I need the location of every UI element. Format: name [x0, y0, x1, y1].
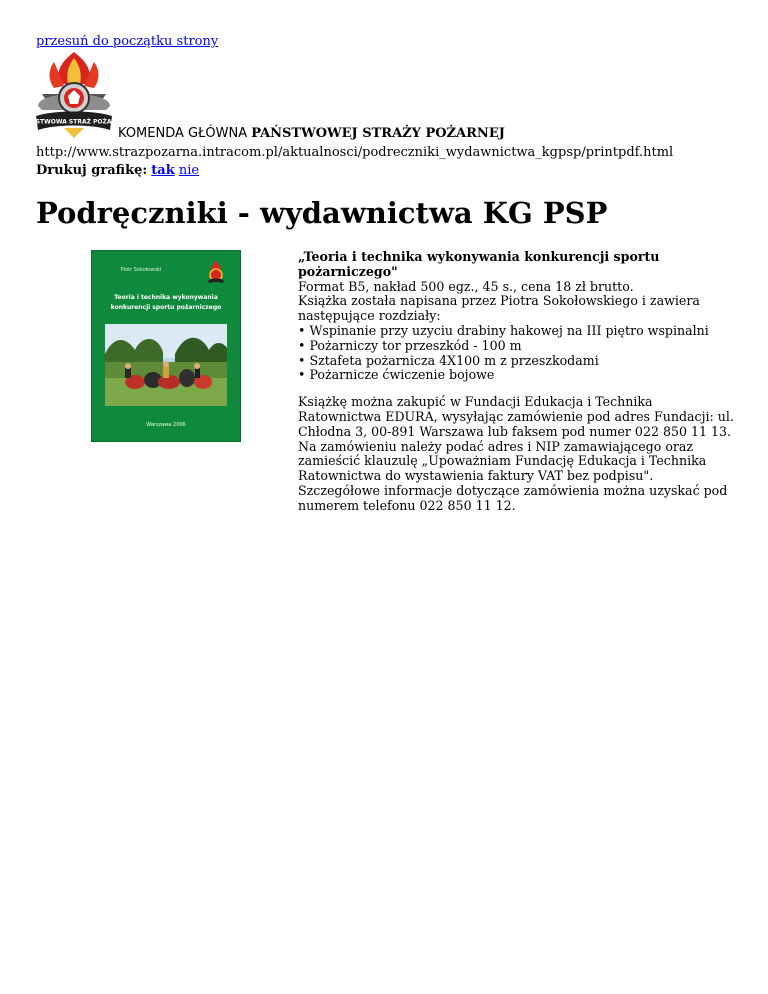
print-graphics-line	[36, 163, 199, 178]
print-no-link[interactable]: nie	[178, 163, 200, 178]
order-info: Książkę można zakupić w Fundacji Edukacja i Technika Ratownictwa EDURA, wysyłając zamówienie pod adres Fundacji: ul. Chłodna 3, 00-891 Warszawa lub faksem pod numer 022 850 11 13. Na zamówieniu należy podać adres i NIP zamawiającego oraz zamieścić klauzulę „Upoważniam Fundację Edukacja i Technika Ratownictwa do wystawienia faktury VAT bez podpisu". Szczegółowe informacje dotyczące zamówienia można uzyskać pod numerem telefonu 022 850 11 12.	[298, 394, 734, 513]
cover-badge-icon	[205, 260, 227, 284]
cover-title-line1: Teoria i technika wykonywania	[114, 294, 218, 301]
chapter-item: • Pożarniczy tor przeszkód - 100 m	[298, 339, 738, 354]
chapter-item: • Pożarnicze ćwiczenie bojowe	[298, 368, 738, 383]
cover-author: Piotr Sokołowski	[120, 267, 162, 273]
svg-text:PAŃSTWOWA STRAŻ POŻARNA: PAŃSTWOWA STRAŻ POŻARNA	[22, 118, 126, 126]
book-title: „Teoria i technika wykonywania konkurencji sportu pożarniczego"	[298, 249, 660, 279]
print-yes-link[interactable]: tak	[151, 163, 175, 178]
book-format: Format B5, nakład 500 egz., 45 s., cena 18 zł brutto.	[298, 278, 634, 294]
print-graphics-label: Drukuj grafikę:	[36, 163, 148, 178]
header-title	[118, 126, 505, 141]
chapter-item: • Sztafeta pożarnicza 4X100 m z przeszkodami	[298, 354, 738, 369]
cover-photo	[105, 324, 227, 406]
article-body	[298, 250, 738, 514]
page-title: Podręczniki - wydawnictwa KG PSP	[36, 196, 608, 230]
source-url: http://www.strazpozarna.intracom.pl/aktualnosci/podreczniki_wydawnictwa_kgpsp/printpdf.html	[36, 145, 674, 160]
back-to-top-link[interactable]: przesuń do początku strony	[36, 34, 219, 49]
header-prefix: KOMENDA GŁÓWNA	[118, 126, 248, 141]
book-intro: Książka została napisana przez Piotra Sokołowskiego i zawiera następujące rozdziały:	[298, 293, 700, 324]
book-cover-image	[91, 250, 241, 442]
header-bold: PAŃSTWOWEJ STRAŻY POŻARNEJ	[251, 126, 505, 141]
chapter-item: • Wspinanie przy uzyciu drabiny hakowej na III piętro wspinalni	[298, 324, 738, 339]
psp-logo	[22, 50, 126, 138]
cover-title-line2: konkurencji sportu pożarniczego	[110, 304, 222, 311]
cover-year: Warszawa 2006	[146, 422, 186, 428]
